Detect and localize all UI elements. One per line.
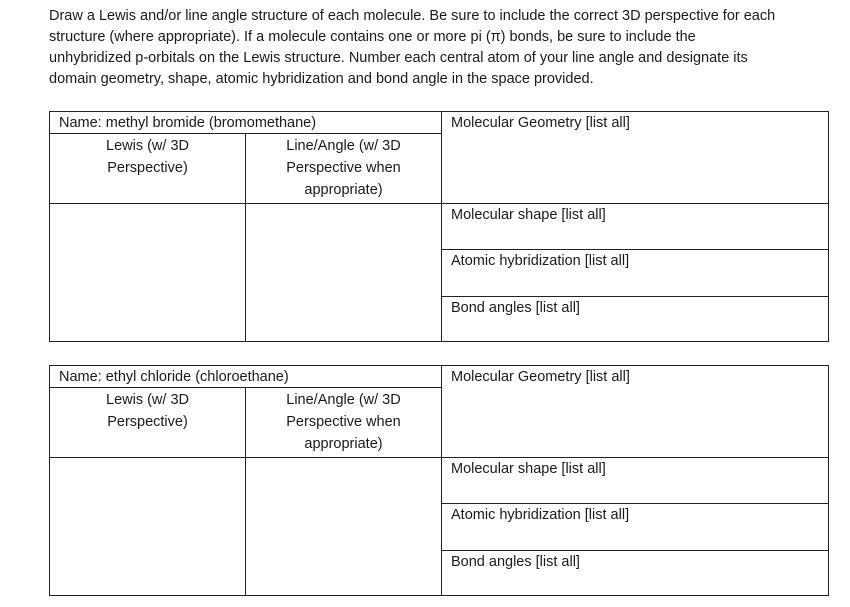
line-angle-header [246,388,442,457]
molecular-geometry-label: Molecular Geometry [list all] [451,115,630,131]
line-angle-drawing-space[interactable] [246,457,442,595]
lewis-structure-header [50,134,246,203]
molecular-shape-field[interactable] [442,203,828,249]
molecular-shape-label: Molecular shape [list all] [451,207,606,223]
header-line: Line/Angle (w/ 3D [286,392,401,408]
bond-angles-field[interactable] [442,550,828,595]
header-line: Line/Angle (w/ 3D [286,138,401,154]
header-line: Lewis (w/ 3D [106,392,189,408]
instructions-paragraph [49,6,834,90]
bond-angles-label: Bond angles [list all] [451,300,580,316]
line-angle-drawing-space[interactable] [246,203,442,341]
instructions-line: unhybridized p-orbitals on the Lewis structure. Number each central atom of your line angle and designate its [49,50,748,66]
lewis-structure-header [50,388,246,457]
molecule-name-cell: Name: ethyl chloride (chloroethane) [50,366,442,388]
bond-angles-field[interactable] [442,296,828,341]
instructions-line: structure (where appropriate). If a molecule contains one or more pi (π) bonds, be sure to include the [49,29,696,45]
instructions-line: Draw a Lewis and/or line angle structure of each molecule. Be sure to include the correct 3D perspective for each [49,8,776,24]
molecular-geometry-field[interactable] [442,112,828,203]
molecule-name-cell: Name: methyl bromide (bromomethane) [50,112,442,134]
molecular-geometry-field[interactable] [442,366,828,457]
instructions-line: domain geometry, shape, atomic hybridization and bond angle in the space provided. [49,71,594,87]
header-line: Lewis (w/ 3D [106,138,189,154]
atomic-hybridization-label: Atomic hybridization [list all] [451,507,630,523]
bond-angles-label: Bond angles [list all] [451,554,580,570]
atomic-hybridization-label: Atomic hybridization [list all] [451,253,630,269]
molecular-geometry-label: Molecular Geometry [list all] [451,369,630,385]
header-line: Perspective when [286,414,401,430]
lewis-drawing-space[interactable] [50,457,246,595]
header-line: appropriate) [304,436,383,452]
worksheet-table-methyl-bromide [49,111,829,342]
lewis-drawing-space[interactable] [50,203,246,341]
header-line: appropriate) [304,182,383,198]
header-line: Perspective) [107,414,188,430]
molecular-shape-label: Molecular shape [list all] [451,461,606,477]
header-line: Perspective when [286,160,401,176]
molecular-shape-field[interactable] [442,457,828,503]
line-angle-header [246,134,442,203]
worksheet-table-ethyl-chloride [49,365,829,596]
header-line: Perspective) [107,160,188,176]
atomic-hybridization-field[interactable] [442,503,828,550]
atomic-hybridization-field[interactable] [442,249,828,296]
